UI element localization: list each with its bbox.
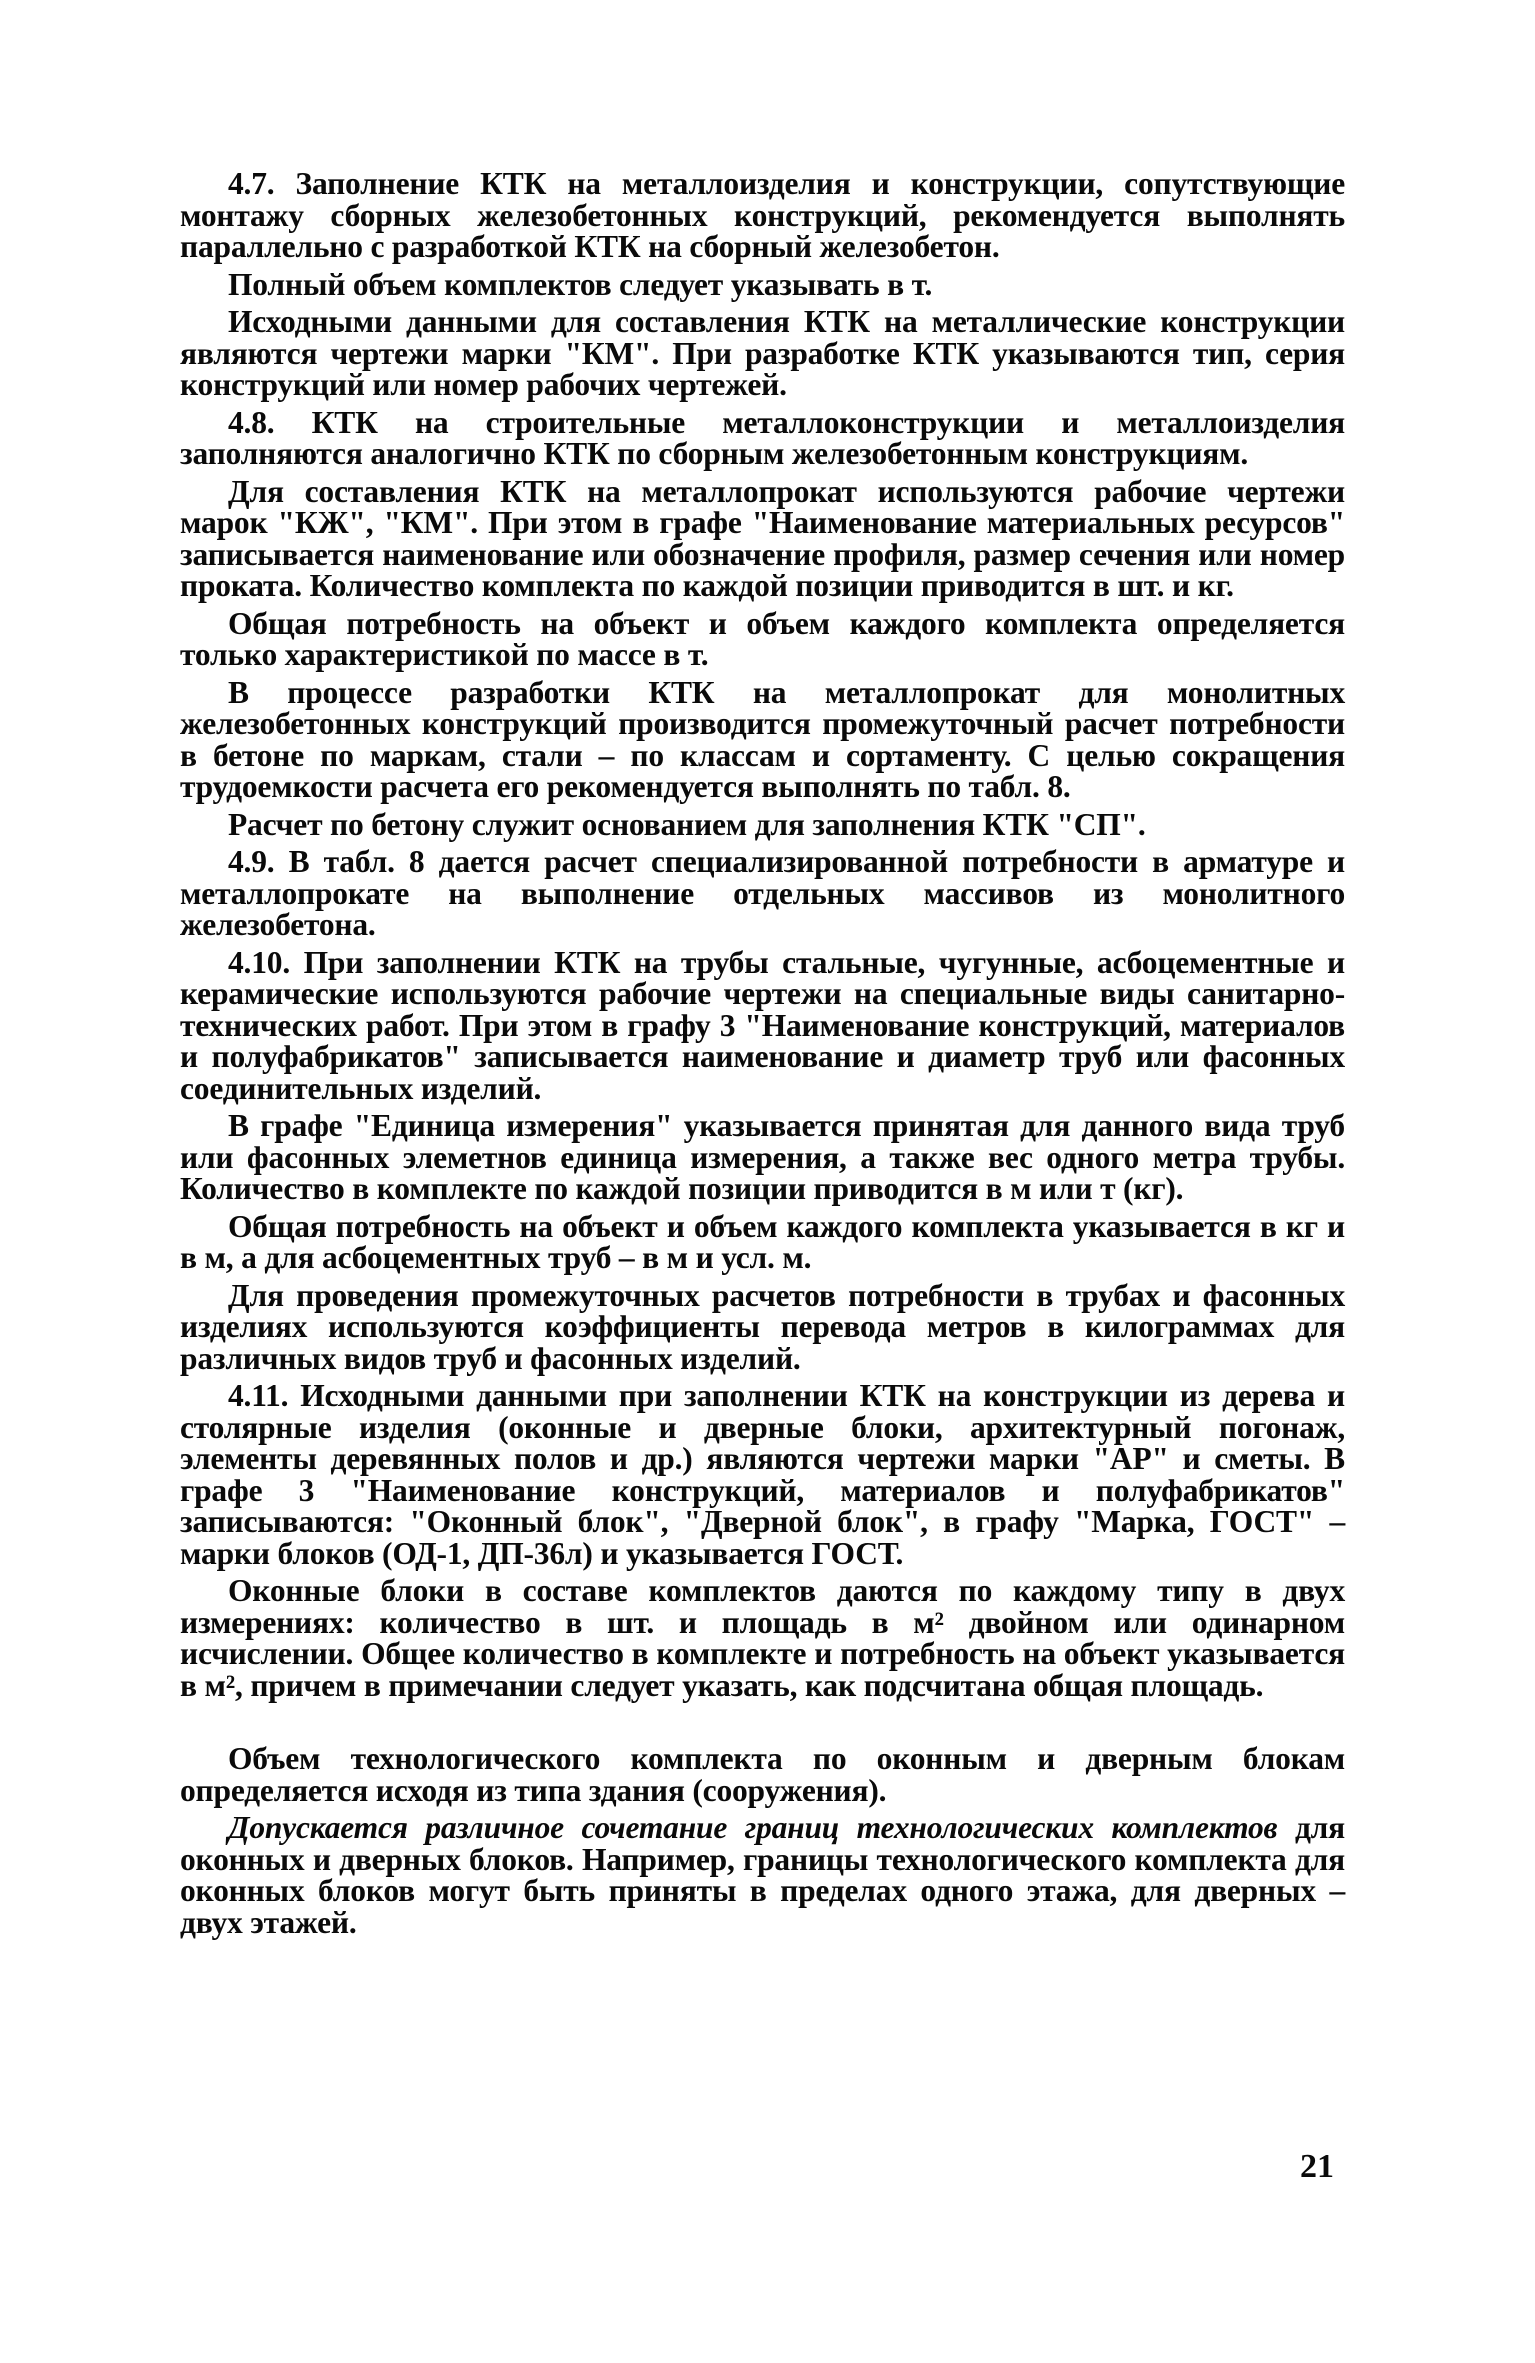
paragraph-pipes-total-demand: Общая потребность на объект и объем каждого комплекта указывается в кг и в м, а для асбоцементных труб – в м и усл. м.	[180, 1208, 1345, 1275]
page-number: 21	[1300, 2148, 1334, 2185]
paragraph-4-7: 4.7. Заполнение КТК на металлоизделия и конструкции, сопутствующие монтажу сборных железобетонных конструкций, рекомендуется выполнять параллельно с разработкой КТК на сборный железобетон.	[180, 166, 1345, 264]
paragraph-4-10: 4.10. При заполнении КТК на трубы стальные, чугунные, асбоцементные и керамические используются рабочие чертежи на специальные виды санитарно-технических работ. При этом в графу 3 "Наименование конструкций, материалов и полуфабрикатов" записывается наименование и диаметр труб или фасонных соединительных изделий.	[180, 944, 1345, 1106]
paragraph-conversion-coefficients: Для проведения промежуточных расчетов потребности в трубах и фасонных изделиях используются коэффициенты перевода метров в килограммах для различных видов труб и фасонных изделий.	[180, 1277, 1345, 1376]
paragraph-4-11: 4.11. Исходными данными при заполнении КТК на конструкции из дерева и столярные изделия (оконные и дверные блоки, архитектурный погонаж, элементы деревянных полов и др.) являются чертежи марки "АР" и сметы. В графе 3 "Наименование конструкций, материалов и полуфабрикатов" записываются: "Оконный блок", "Дверной блок", в графу "Марка, ГОСТ" – марки блоков (ОД-1, ДП-36л) и указывается ГОСТ.	[180, 1378, 1345, 1571]
document-page	[180, 168, 1345, 1938]
paragraph-4-9: 4.9. В табл. 8 дается расчет специализированной потребности в арматуре и металлопрокате на выполнение отдельных массивов из монолитного железобетона.	[180, 844, 1345, 942]
paragraph-unit-of-measure: В графе "Единица измерения" указывается принятая для данного вида труб или фасонных элеметнов единица измерения, а также вес одного метра трубы. Количество в комплекте по каждой позиции приводится в м или т (кг).	[180, 1108, 1345, 1206]
paragraph-concrete-basis: Расчет по бетону служит основанием для заполнения КТК "СП".	[228, 806, 1146, 842]
paragraph-monolithic-calculation: В процессе разработки КТК на металлопрокат для монолитных железобетонных конструкций производится промежуточный расчет потребности в бетоне по маркам, стали – по классам и сортаменту. С целью сокращения трудоемкости расчета его рекомендуется выполнять по табл. 8.	[180, 674, 1345, 804]
paragraph-complect-volume: Объем технологического комплекта по оконным и дверным блокам определяется исходя из типа здания (сооружения).	[180, 1741, 1345, 1808]
paragraph-metal-rolling: Для составления КТК на металлопрокат используются рабочие чертежи марок "КЖ", "КМ". При этом в графе "Наименование материальных ресурсов" записывается наименование или обозначение профиля, размер сечения или номер проката. Количество комплекта по каждой позиции приводится в шт. и кг.	[180, 473, 1345, 603]
paragraph-total-volume: Полный объем комплектов следует указывать в т.	[228, 266, 933, 302]
paragraph-4-8: 4.8. КТК на строительные металлоконструкции и металлоизделия заполняются аналогично КТК по сборным железобетонным конструкциям.	[180, 404, 1345, 471]
paragraph-boundaries	[180, 1812, 1345, 1938]
paragraph-window-blocks: Оконные блоки в составе комплектов даются по каждому типу в двух измерениях: количество в шт. и площадь в м² двойном или одинарном исчислении. Общее количество в комплекте и потребность на объект указывается в м², причем в примечании следует указать, как подсчитана общая площадь.	[180, 1573, 1345, 1703]
paragraph-boundaries-italic-lead: Допускается различное сочетание границ технологических комплектов	[228, 1810, 1278, 1845]
paragraph-boundaries-rest: для оконных и дверных блоков. Например, границы технологического комплекта для оконных блоков могут быть приняты в пределах одного этажа, для дверных – двух этажей.	[180, 1810, 1345, 1940]
paragraph-source-data-km: Исходными данными для составления КТК на металлические конструкции являются чертежи марки "КМ". При разработке КТК указываются тип, серия конструкций или номер рабочих чертежей.	[180, 304, 1345, 402]
paragraph-total-demand-mass: Общая потребность на объект и объем каждого комплекта определяется только характеристикой по массе в т.	[180, 605, 1345, 672]
